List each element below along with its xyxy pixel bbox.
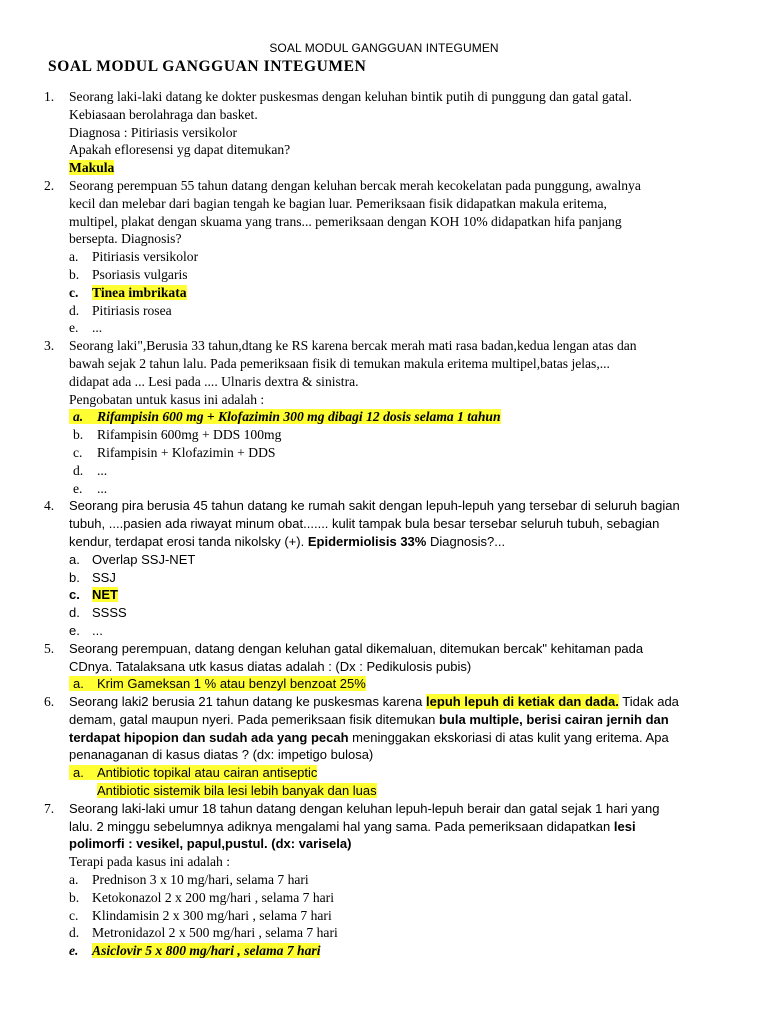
question-text: penanaganan di kasus diatas ? (dx: impetigo bulosa)	[69, 747, 374, 763]
question-text: bawah sejak 2 tahun lalu. Pada pemeriksaan fisik di temukan makula eritema multipel,batas jelas,...	[69, 355, 610, 371]
question-text: multipel, plakat dengan skuama yang trans... pemeriksaan dengan KOH 10% didapatkan hifa panjang	[69, 213, 622, 229]
running-header: SOAL MODUL GANGGUAN INTEGUMEN	[269, 41, 499, 55]
answer-option: e. ...	[69, 320, 103, 336]
highlighted-answer: Makula	[69, 160, 115, 176]
answer-option: d. SSSS	[69, 605, 127, 621]
answer-option: d. Metronidazol 2 x 500 mg/hari , selama 7 hari	[69, 925, 338, 941]
answer-continuation: Antibiotic sistemik bila lesi lebih banyak dan luas	[97, 783, 377, 799]
question-text: demam, gatal maupun nyeri. Pada pemeriksaan fisik ditemukan bula multiple, berisi cairan jernih dan	[69, 711, 669, 727]
answer-option: b. Ketokonazol 2 x 200 mg/hari , selama 7 hari	[69, 889, 334, 905]
answer-option: d. Pitiriasis rosea	[69, 302, 172, 318]
question-4	[44, 497, 734, 639]
document-title: SOAL MODUL GANGGUAN INTEGUMEN	[48, 58, 367, 75]
answer-option: e. ...	[73, 480, 108, 496]
answer-option: c. Rifampisin + Klofazimin + DDS	[73, 444, 276, 460]
question-text: Seorang laki2 berusia 21 tahun datang ke puskesmas karena lepuh lepuh di ketiak dan dada. Tidak ada	[69, 694, 679, 710]
answer-option-correct: c. NET	[69, 587, 118, 603]
question-text: bersepta. Diagnosis?	[69, 231, 182, 247]
answer-option: c. Klindamisin 2 x 300 mg/hari , selama 7 hari	[69, 907, 332, 923]
answer-option-correct: c. Tinea imbrikata	[69, 284, 187, 300]
answer-option: a. Overlap SSJ-NET	[69, 551, 196, 567]
question-3	[44, 337, 734, 497]
question-2	[44, 177, 734, 337]
answer-option: e. ...	[69, 622, 103, 638]
question-text: didapat ada ... Lesi pada .... Ulnaris dextra & sinistra.	[69, 373, 359, 389]
question-text: Seorang laki-laki umur 18 tahun datang dengan keluhan lepuh-lepuh berair dan gatal sejak 1 hari yang	[69, 800, 660, 816]
question-number: 6.	[44, 694, 55, 710]
question-text: CDnya. Tatalaksana utk kasus diatas adalah : (Dx : Pedikulosis pubis)	[69, 658, 472, 674]
question-text: polimorfi : vesikel, papul,pustul. (dx: varisela)	[69, 836, 352, 852]
answer-option: a. Prednison 3 x 10 mg/hari, selama 7 hari	[69, 872, 309, 888]
question-5	[44, 640, 734, 693]
question-text: Diagnosa : Pitiriasis versikolor	[69, 124, 238, 140]
question-text: tubuh, ....pasien ada riwayat minum obat....... kulit tampak bula besar tersebar seluruh tubuh, sebagian	[69, 516, 660, 532]
question-number: 4.	[44, 498, 55, 514]
question-text: Terapi pada kasus ini adalah :	[69, 854, 230, 870]
answer-option: d. ...	[73, 462, 108, 478]
answer-option: b. SSJ	[69, 569, 116, 585]
question-text: Seorang perempuan, datang dengan keluhan gatal dikemaluan, ditemukan bercak" kehitaman pada	[69, 640, 644, 656]
question-1	[44, 88, 734, 177]
answer-option-correct: e. Asiclovir 5 x 800 mg/hari , selama 7 hari	[69, 943, 321, 959]
question-number: 1.	[44, 89, 55, 104]
question-7	[44, 800, 734, 960]
answer-option: b. Psoriasis vulgaris	[69, 266, 188, 282]
question-6	[44, 693, 734, 800]
answer-option: b. Rifampisin 600mg + DDS 100mg	[73, 427, 282, 443]
question-number: 3.	[44, 338, 55, 354]
question-text: kecil dan melebar dari bagian tengah ke bagian luar. Pemeriksaan fisik didapatkan makula eritema,	[69, 195, 607, 211]
answer-option-correct: a. Krim Gameksan 1 % atau benzyl benzoat 25%	[69, 675, 734, 693]
question-text: Apakah efloresensi yg dapat ditemukan?	[69, 142, 291, 158]
question-text: lalu. 2 minggu sebelumnya adiknya mengalami hal yang sama. Pada pemeriksaan didapatkan lesi	[69, 818, 636, 834]
question-text: kendur, terdapat erosi tanda nikolsky (+). Epidermiolisis 33% Diagnosis?...	[69, 533, 506, 549]
question-text: Kebiasaan berolahraga dan basket.	[69, 106, 258, 122]
answer-option-correct: a. Antibiotic topikal atau cairan antiseptic	[69, 764, 734, 782]
answer-option: a. Pitiriasis versikolor	[69, 249, 199, 265]
question-text: Seorang laki",Berusia 33 tahun,dtang ke RS karena bercak merah mati rasa badan,kedua lengan atas dan	[69, 338, 637, 354]
question-number: 7.	[44, 800, 55, 816]
question-text: terdapat hipopion dan sudah ada yang pecah meninggakan ekskoriasi di atas kulit yang eritema. Apa	[69, 729, 669, 745]
question-number: 2.	[44, 177, 55, 193]
question-text: Seorang perempuan 55 tahun datang dengan keluhan bercak merah kecokelatan pada punggung, awalnya	[69, 177, 641, 193]
question-text: Seorang laki-laki datang ke dokter puskesmas dengan keluhan bintik putih di punggung dan gatal gatal.	[69, 89, 632, 104]
question-text: Pengobatan untuk kasus ini adalah :	[69, 391, 265, 407]
answer-option-correct: a. Rifampisin 600 mg + Klofazimin 300 mg dibagi 12 dosis selama 1 tahun	[69, 408, 734, 426]
question-list	[44, 88, 734, 960]
question-number: 5.	[44, 640, 55, 656]
question-text: Seorang pira berusia 45 tahun datang ke rumah sakit dengan lepuh-lepuh yang tersebar di seluruh bagian	[69, 498, 680, 514]
